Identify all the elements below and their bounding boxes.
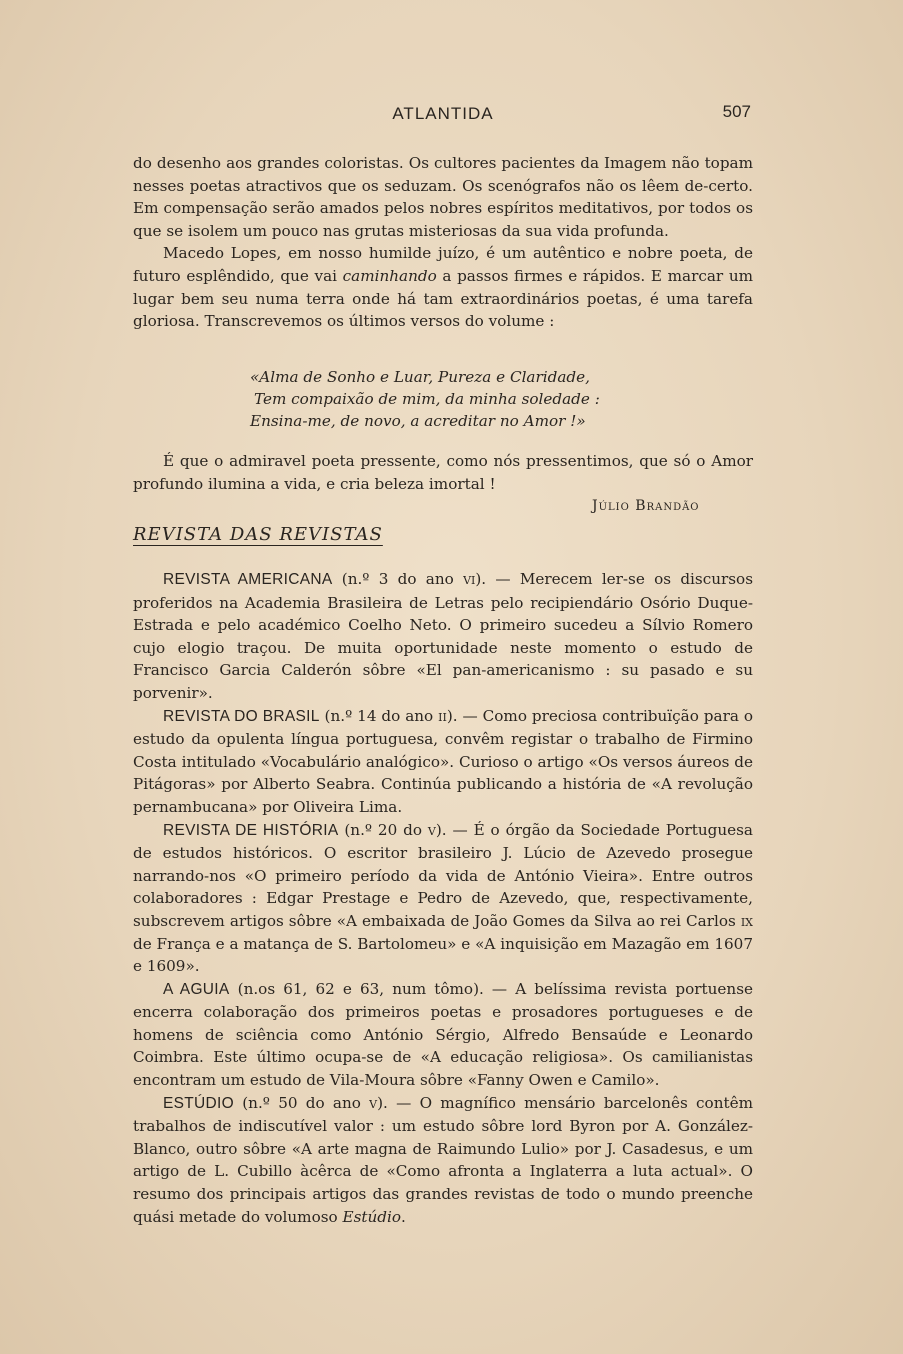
review-name: ESTÚDIO bbox=[163, 1094, 234, 1112]
intro-paragraph-2-start: Macedo Lopes, em nosso humilde juízo, é um autêntico e nobre poeta, de futuro esplêndido, que vai bbox=[133, 244, 753, 285]
review-body: É o órgão da Sociedade Portuguesa de estudos históricos. O escritor brasileiro J. Lúcio de Azevedo prosegue narrando-nos «O primeiro período da vida de António Vieira». Entre outros colaboradores : Edgar Prestage e Pedro de Azevedo, que, respectivamente, subscrevem artigos sôbre «A embaixada de João Gomes da Silva ao rei Carlos bbox=[133, 820, 753, 930]
review-issue-end: ). — bbox=[377, 1093, 420, 1112]
review-issue-roman: vi bbox=[463, 570, 476, 588]
review-issue: (n.º 3 do ano bbox=[332, 570, 464, 588]
review-issue-roman: v bbox=[427, 820, 436, 839]
running-title: ATLANTIDA bbox=[392, 104, 494, 123]
poem-line-1: «Alma de Sonho e Luar, Pureza e Claridade, bbox=[250, 368, 590, 386]
author-signature: Júlio Brandão bbox=[592, 498, 700, 514]
review-issue: (n.º 20 do bbox=[338, 820, 428, 839]
poem-quote bbox=[250, 366, 720, 432]
page-number: 507 bbox=[722, 102, 751, 121]
review-issue-end: ). — bbox=[435, 820, 474, 839]
review-issue: (n.os 61, 62 e 63, num tômo). — bbox=[229, 979, 516, 998]
review-body: O magnífico mensário barcelonês contêm trabalhos de indiscutível valor : um estudo sôbre lord Byron por A. González-Blanco, outro sôbre «A arte magna de Raimundo Lulio» por J. Casadesus, e um artigo de L. Cubillo àcêrca de «Como afronta a Inglaterra a luta actual». O resumo dos principais artigos das grandes revistas de todo o mundo preenche quási metade do volumoso bbox=[133, 1093, 753, 1226]
review-issue: (n.º 50 do ano bbox=[234, 1093, 370, 1112]
review-name: REVISTA AMERICANA bbox=[163, 571, 333, 588]
review-revista-de-historia bbox=[133, 819, 753, 978]
review-revista-americana bbox=[133, 568, 753, 705]
intro-paragraph-1: do desenho aos grandes coloristas. Os cultores pacientes da Imagem não topam nesses poetas atractivos que os seduzam. Os scenógrafos não os lêem de-certo. Em compensação serão amados pelos nobres espíritos meditativos, por todos os que se isolem um pouco nas grutas misteriosas da sua vida profunda. bbox=[133, 154, 753, 240]
review-name: REVISTA DE HISTÓRIA bbox=[163, 821, 339, 839]
poem-line-3: Ensina-me, de novo, a acreditar no Amor !» bbox=[250, 412, 586, 430]
review-body-roman: ix bbox=[740, 911, 753, 930]
closing-paragraph: É que o admiravel poeta pressente, como nós pressentimos, que só o Amor profundo ilumina a vida, e cria beleza imortal ! bbox=[133, 452, 753, 493]
review-body: Merecem ler-se os discursos proferidos na Academia Brasileira de Letras pelo recipiendário Osório Duque-Estrada e pelo académico Coelho Neto. O primeiro sucedeu a Sílvio Romero cujo elogio traçou. De muita oportunidade neste momento o estudo de Francisco Garcia Calderón sôbre «El pan-americanismo : su pasado e su porvenir». bbox=[133, 570, 753, 702]
poem-line-2: Tem compaixão de mim, da minha soledade : bbox=[254, 390, 600, 408]
review-body: Como preciosa contribuïção para o estudo da opulenta língua portuguesa, convêm registar o trabalho de Firmino Costa intitulado «Vocabulário analógico». Curioso o artigo «Os versos áureos de Pitágoras» por Alberto Seabra. Continúa publicando a história de «A revolução pernambucana» por Oliveira Lima. bbox=[133, 706, 753, 816]
review-body-end: . bbox=[401, 1207, 406, 1226]
review-name: A AGUIA bbox=[163, 980, 230, 998]
reviews-text bbox=[133, 568, 753, 1228]
review-issue-roman: v bbox=[369, 1093, 378, 1112]
running-head bbox=[133, 104, 753, 128]
section-title: REVISTA DAS REVISTAS bbox=[133, 524, 383, 545]
review-name: REVISTA DO BRASIL bbox=[163, 707, 320, 725]
review-a-aguia bbox=[133, 978, 753, 1092]
intro-paragraph-2 bbox=[133, 242, 753, 332]
review-body-italic: Estúdio bbox=[342, 1207, 401, 1226]
review-issue-end: ). — bbox=[446, 706, 483, 725]
intro-text bbox=[133, 152, 753, 333]
review-issue-roman: ii bbox=[438, 706, 447, 725]
intro-paragraph-2-italic: caminhando bbox=[342, 266, 437, 285]
review-issue-end: ). — bbox=[475, 570, 520, 588]
review-revista-do-brasil bbox=[133, 705, 753, 819]
review-body: A belíssima revista portuense encerra colaboração dos primeiros poetas e prosadores portugueses e de homens de sciência como António Sérgio, Alfredo Bensaúde e Leonardo Coimbra. Este último ocupa-se de «A educação religiosa». Os camilianistas encontram um estudo de Vila-Moura sôbre «Fanny Owen e Camilo». bbox=[133, 979, 753, 1090]
review-estudio bbox=[133, 1092, 753, 1229]
review-issue: (n.º 14 do ano bbox=[319, 706, 439, 725]
review-body-end: de França e a matança de S. Bartolomeu» e «A inquisição em Mazagão em 1607 e 1609». bbox=[133, 934, 753, 976]
closing-text bbox=[133, 450, 753, 495]
intro-paragraph-2-end: a passos firmes e rápidos. E marcar um lugar bem seu numa terra onde há tam extraordinários poetas, é uma tarefa gloriosa. Transcrevemos os últimos versos do volume : bbox=[133, 266, 753, 331]
